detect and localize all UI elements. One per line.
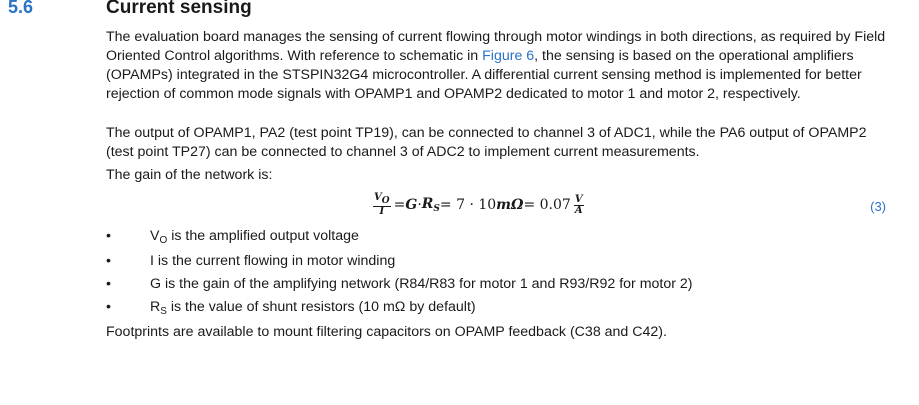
gain-equation [370, 192, 587, 218]
equation-lhs-denominator: I [379, 206, 385, 217]
paragraph-text: The evaluation board manages the sensing of current flowing through motor windings in both directions, as required by Field Oriented Control algorithms. With reference to schematic in [106, 29, 886, 64]
bullet-marker: • [106, 253, 111, 269]
equation-text: = [393, 197, 406, 213]
section-title: Current sensing [106, 0, 252, 18]
list-item-text: $R_S$ is the value of shunt resistors (10 mΩ by default) [150, 299, 476, 317]
equation-rhs-denominator: A [574, 204, 583, 216]
paragraph-gain-intro: The gain of the network is: [106, 167, 273, 183]
equation-text: = 0.07 [523, 197, 571, 213]
equation-rhs-fraction [574, 195, 584, 216]
paragraph-footprints: Footprints are available to mount filtering capacitors on OPAMP feedback (C38 and C42). [106, 324, 667, 340]
figure-6-link[interactable]: Figure 6 [482, 48, 535, 64]
equation-lhs-fraction [373, 193, 391, 217]
section-number: 5.6 [8, 0, 34, 17]
list-item-text: G is the gain of the amplifying network (R84/R83 for motor 1 and R93/R92 for motor 2) [150, 276, 693, 292]
equation-text: · [417, 197, 422, 213]
equation-gain-symbol: G [405, 197, 418, 213]
list-item-text: $V_O$ is the amplified output voltage [150, 228, 359, 246]
list-item-text: I is the current flowing in motor winding [150, 253, 396, 269]
paragraph-opamp-output: The output of OPAMP1, PA2 (test point TP19), can be connected to channel 3 of ADC1, while the PA6 output of OPAMP2 (test point TP27) can be connected to channel 3 of ADC2 to implement current measurements. [106, 125, 867, 160]
equation-unit: mΩ [496, 197, 524, 213]
equation-lhs-numerator: VO [374, 192, 390, 206]
paragraph-current-sensing-intro [106, 28, 896, 104]
equation-text: = 7 · 10 [439, 197, 497, 213]
equation-resistor-symbol: $R_S$ [421, 196, 440, 214]
bullet-marker: • [106, 276, 111, 292]
equation-rhs-numerator: V [574, 193, 583, 205]
paragraph-text: , the sensing is based on the operational amplifiers (OPAMPs) integrated in the STSPIN32G4 microcontroller. A differential current sensing method is implemented for better rejection of common mode signals with OPAMP1 and OPAMP2 dedicated to motor 1 and motor 2, respectively. [106, 48, 862, 102]
bullet-marker: • [106, 299, 111, 315]
bullet-marker: • [106, 228, 111, 244]
equation-number: (3) [870, 199, 886, 214]
